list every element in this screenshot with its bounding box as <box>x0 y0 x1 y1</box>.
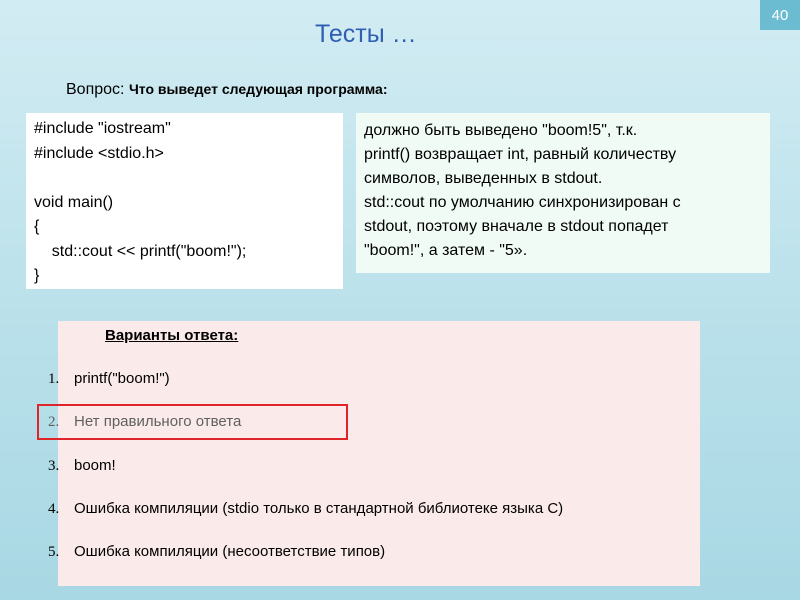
answer-number: 1. <box>48 371 60 387</box>
slide-title: Тесты … <box>315 20 417 48</box>
answer-number: 3. <box>48 458 60 474</box>
question-text: Что выведет следующая программа: <box>128 81 388 97</box>
answer-option-1[interactable] <box>48 370 170 388</box>
code-line <box>34 166 335 191</box>
answer-number: 5. <box>48 544 60 560</box>
answer-text: Нет правильного ответа <box>74 413 242 430</box>
explanation-line: должно быть выведено "boom!5", т.к. <box>364 122 638 139</box>
explanation-line: символов, выведенных в stdout. <box>364 170 603 187</box>
code-line: #include <stdio.h> <box>34 144 164 162</box>
answer-text: Ошибка компиляции (stdio только в стандартной библиотеке языка С) <box>74 500 564 517</box>
answer-text: Ошибка компиляции (несоответствие типов) <box>74 543 386 560</box>
explanation-line: std::cout по умолчанию синхронизирован с <box>364 194 681 211</box>
answer-text: printf("boom!") <box>74 370 170 387</box>
code-line: std::cout << printf("boom!"); <box>34 242 247 260</box>
explanation-line: "boom!", а затем - "5». <box>364 242 528 259</box>
answers-heading: Варианты ответа: <box>105 327 239 344</box>
slide-number: 40 <box>771 6 789 24</box>
question-label: Вопрос: <box>66 81 125 98</box>
code-listing <box>26 113 343 289</box>
explanation-box <box>356 113 770 273</box>
explanation-line: printf() возвращает int, равный количеству <box>364 146 677 163</box>
explanation-line: stdout, поэтому вначале в stdout попадет <box>364 218 669 235</box>
answer-number: 2. <box>48 414 60 430</box>
code-line: } <box>34 267 40 284</box>
answer-options-panel <box>48 321 700 586</box>
slide-number-badge <box>760 0 800 30</box>
answer-option-4[interactable] <box>48 500 563 518</box>
correct-answer-highlight <box>37 404 348 440</box>
answer-option-5[interactable] <box>48 543 385 561</box>
code-line: { <box>34 218 40 235</box>
answer-option-3[interactable] <box>48 457 116 475</box>
answer-text: boom! <box>74 457 116 474</box>
code-line: void main() <box>34 193 114 211</box>
answer-number: 4. <box>48 501 60 517</box>
question <box>66 81 388 99</box>
code-line: #include "iostream" <box>34 120 171 137</box>
